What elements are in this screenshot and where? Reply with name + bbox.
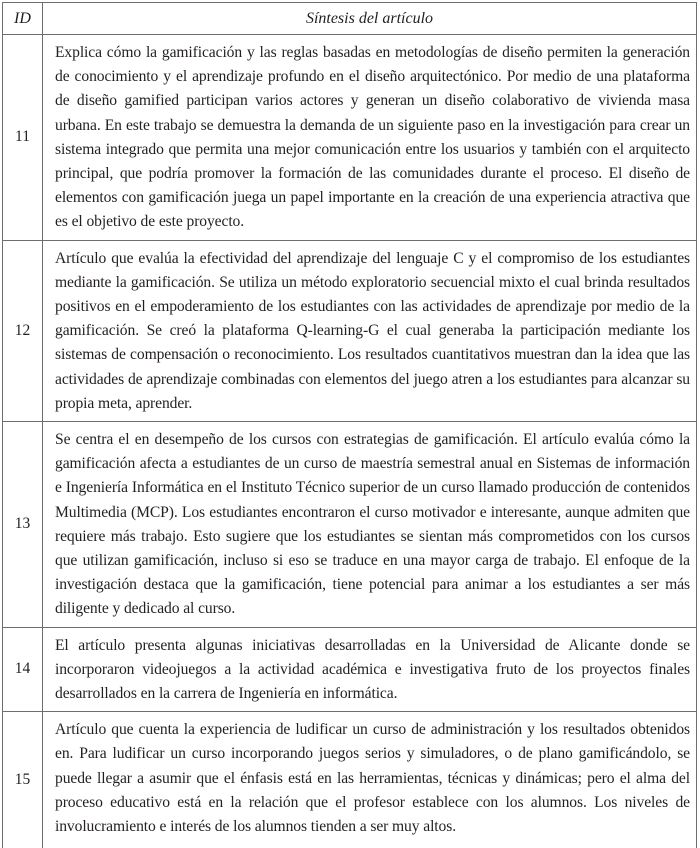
header-row — [3, 3, 697, 35]
row-synthesis: Artículo que cuenta la experiencia de ludificar un curso de administración y los resultados obtenidos en. Para ludificar un curso incorporando juegos serios y simuladores, o de plano gamificándolo, se puede llegar a asumir que el énfasis está en las herramientas, técnicas y dinámicas; pero el alma del proceso educativo está en la relación que el profesor establece con los alumnos. Los niveles de involucramiento e interés de los alumnos tienden a ser muy altos. — [43, 712, 697, 848]
table-row — [3, 422, 697, 628]
article-synthesis-table — [2, 2, 697, 848]
row-synthesis: Artículo que evalúa la efectividad del aprendizaje del lenguaje C y el compromiso de los estudiantes mediante la gamificación. Se utiliza un método exploratorio secuencial mixto el cual brinda resultados positivos en el empoderamiento de los estudiantes con las actividades de aprendizaje por medio de la gamificación. Se creó la plataforma Q-learning-G el cual generaba la participación mediante los sistemas de compensación o reconocimiento. Los resultados cuantitativos muestran dan la idea que las actividades de aprendizaje combinadas con elementos del juego atren a los estudiantes para alcanzar su propia meta, aprender. — [43, 240, 697, 421]
row-synthesis: Se centra el en desempeño de los cursos con estrategias de gamificación. El artículo evalúa cómo la gamificación afecta a estudiantes de un curso de maestría semestral anual en Sistemas de información e Ingeniería Informática en el Instituto Técnico superior de un curso llamado producción de contenidos Multimedia (MCP). Los estudiantes encontraron el curso motivador e interesante, aunque admiten que requiere más trabajo. Esto sugiere que los estudiantes se sientan más comprometidos con los cursos que utilizan gamificación, incluso si eso se traduce en una mayor carga de trabajo. El enfoque de la investigación destaca que la gamificación, tiene potencial para animar a los estudiantes a ser más diligente y dedicado al curso. — [43, 422, 697, 628]
row-id: 12 — [3, 240, 43, 421]
row-synthesis: El artículo presenta algunas iniciativas desarrolladas en la Universidad de Alicante donde se incorporaron videojuegos a la actividad académica e investigativa fruto de los proyectos finales desarrollados en la carrera de Ingeniería en informática. — [43, 627, 697, 712]
row-id: 11 — [3, 35, 43, 241]
row-synthesis: Explica cómo la gamificación y las reglas basadas en metodologías de diseño permiten la generación de conocimiento y el aprendizaje profundo en el diseño arquitectónico. Por medio de una plataforma de diseño gamified participan varios actores y generan un diseño colaborativo de vivienda masa urbana. En este trabajo se demuestra la demanda de un siguiente paso en la investigación para crear un sistema integrado que permita una mejor comunicación entre los usuarios y también con el arquitecto principal, que podría promover la formación de las comunidades durante el proceso. El diseño de elementos con gamificación juega un papel importante en la creación de una experiencia atractiva que es el objetivo de este proyecto. — [43, 35, 697, 241]
row-id: 14 — [3, 627, 43, 712]
table-row — [3, 240, 697, 421]
table-row — [3, 627, 697, 712]
row-id: 15 — [3, 712, 43, 848]
table-row — [3, 712, 697, 848]
header-synthesis: Síntesis del artículo — [43, 3, 697, 35]
header-id: ID — [3, 3, 43, 35]
row-id: 13 — [3, 422, 43, 628]
table-row — [3, 35, 697, 241]
